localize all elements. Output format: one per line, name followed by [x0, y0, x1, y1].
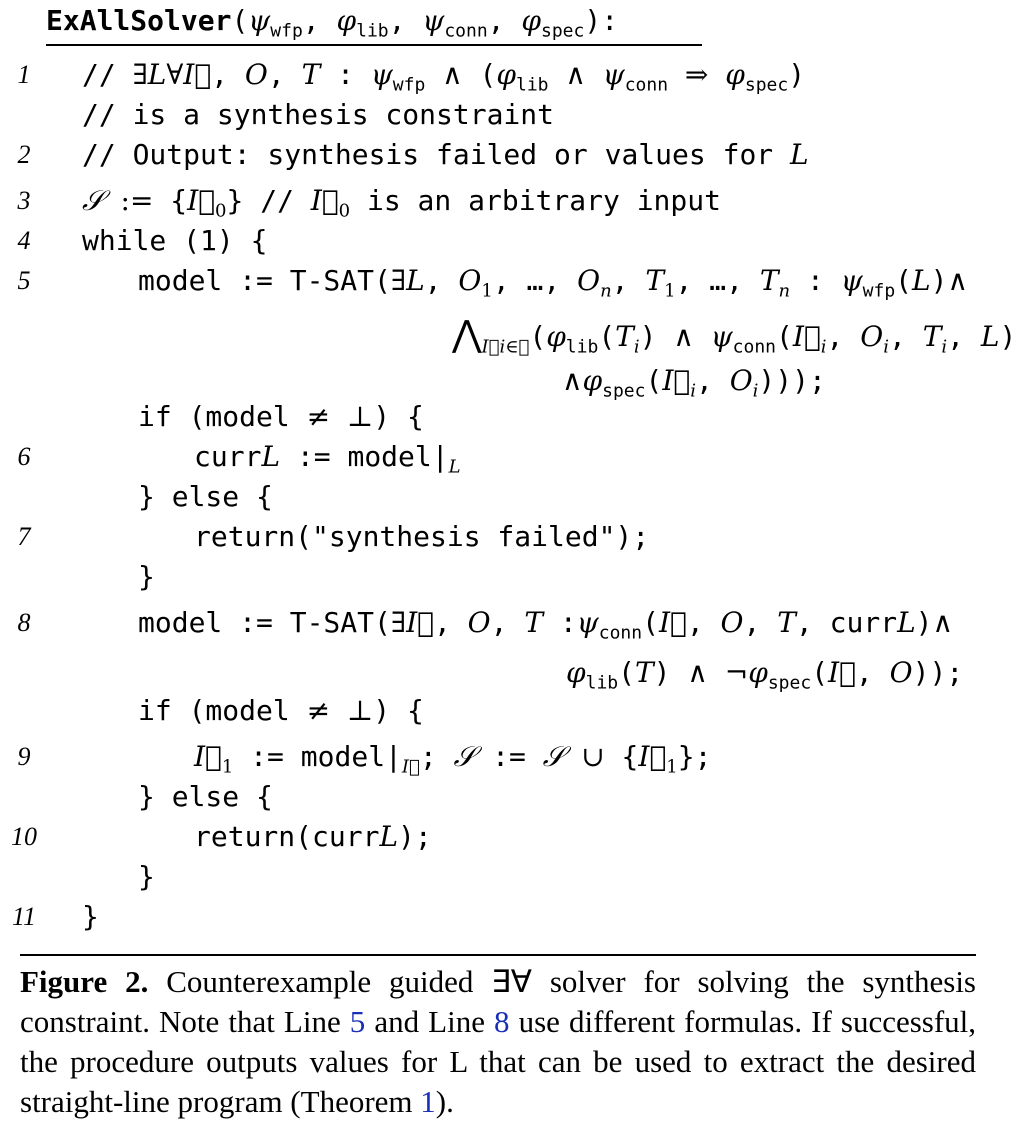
line-6-assign: currL := $model|_L$ [194, 440, 461, 478]
line-1-comment: // ∃L∀I⃗, O, T : $\psi_{wfp}$ ∧ ($\varphi_{lib}$ ∧ $\psi_{conn}$ ⇒ $\varphi_{spec}$) [82, 58, 806, 96]
line-2-comment: // Output: synthesis failed or values for L [82, 138, 809, 171]
line-9-update: $I⃗_1$ := $model|_{I⃗}$; 𝒮 := 𝒮 ∪ $\{I⃗_1\}$; [194, 740, 712, 778]
line-7-return: return("synthesis failed"); [194, 520, 650, 553]
line-number: 11 [11, 902, 37, 931]
figure-rule [20, 954, 976, 956]
else-1: } else { [138, 480, 273, 513]
line-number: 2 [17, 140, 31, 169]
line-number: 4 [17, 226, 31, 255]
if-model-check-1: if (model ≠ ⊥) { [138, 400, 424, 433]
line-5-spec: $\wedge\varphi_{spec}(I⃗_i$, $O_i$))); [562, 364, 826, 402]
else-2: } else { [138, 780, 273, 813]
line-number: 8 [17, 608, 31, 637]
ref-theorem-1-link[interactable]: 1 [420, 1084, 436, 1119]
line-8-tsat: model := T-SAT(∃I⃗, O, T $:\psi_{conn}(I⃗$, O, T, currL)∧ [138, 606, 954, 644]
line-number: 9 [17, 742, 31, 771]
close-brace-1: } [138, 560, 155, 593]
caption-text: Counterexample guided ∃∀ solver for solving the synthesis constraint. Note that Line [20, 964, 976, 1039]
line-1-comment-cont: // is a synthesis constraint [82, 98, 555, 131]
line-number: 3 [17, 186, 31, 215]
line-5-conjunction: $⋀_{I⃗i\in 𝒮}(\varphi_{lib}(T_i)$ ∧ $\psi_{conn}(I⃗_i$, $O_i$, $T_i$, L) [452, 314, 1016, 358]
line-4-while: while (1) { [82, 224, 268, 257]
close-brace-2: } [138, 860, 155, 893]
line-3-init: 𝒮 := $\{I⃗_0\}$ // $I⃗_0$ is an arbitrary input [82, 184, 721, 222]
figure-caption [20, 962, 976, 1122]
line-number: 10 [11, 822, 37, 851]
line-number: 5 [17, 266, 31, 295]
if-model-check-2: if (model ≠ ⊥) { [138, 694, 424, 727]
line-number: 7 [17, 522, 31, 551]
line-11-close: } [82, 900, 99, 933]
line-number: 1 [17, 60, 31, 89]
line-5-tsat: model := T-SAT(∃L, $O_1$, …, $O_n$, $T_1$, …, $T_n$ : $\psi_{wfp}(L)\wedge$ [138, 264, 968, 302]
caption-label: Figure 2. [20, 964, 149, 999]
line-number: 6 [17, 442, 31, 471]
line-10-return: return(currL); [194, 820, 432, 853]
caption-text: use different formulas. If successful, the procedure outputs values for L that can be used to extract the desired straight-line program (Theorem [20, 1004, 977, 1119]
caption-text: and Line [374, 1004, 485, 1039]
header-underline [46, 44, 702, 46]
algorithm-header: $ExAllSolver(\psi_{wfp}$, $\varphi_{lib}$, $\psi_{conn}$, $\varphi_{spec}$): [46, 4, 619, 42]
line-8-spec: $\varphi_{lib}(T)$ ∧ $\neg\varphi_{spec}(I⃗$, O)); [566, 656, 964, 694]
caption-text: ). [435, 1084, 454, 1119]
ref-line-5-link[interactable]: 5 [349, 1004, 366, 1039]
ref-line-8-link[interactable]: 8 [494, 1004, 510, 1039]
